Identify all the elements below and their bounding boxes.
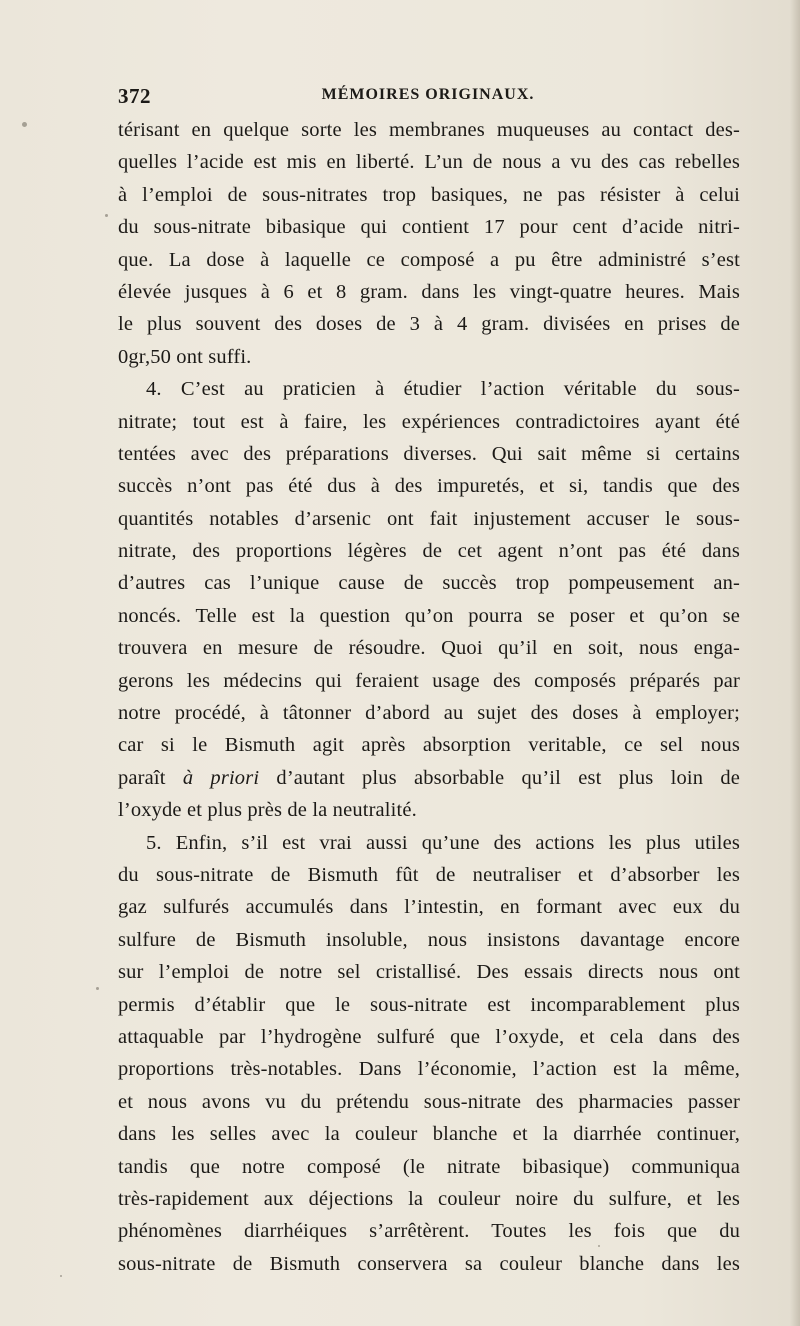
text-line: succès n’ont pas été dus à des impuretés, et si, tandis que des <box>118 475 740 498</box>
text-line: élevée jusques à 6 et 8 gram. dans les vingt-quatre heures. Mais <box>118 280 740 303</box>
paper-speck <box>598 1245 600 1247</box>
body-text <box>118 114 740 1280</box>
italic-phrase: à priori <box>182 766 260 789</box>
text-line: tandis que notre composé (le nitrate bibasique) communiqua <box>118 1155 740 1178</box>
text-line: du sous-nitrate bibasique qui contient 17 pour cent d’acide nitri- <box>118 216 740 239</box>
text-line: que. La dose à laquelle ce composé a pu être administré s’est <box>118 248 740 271</box>
text-line: tentées avec des préparations diverses. Qui sait même si certains <box>118 442 740 465</box>
text-line: térisant en quelque sorte les membranes muqueuses au contact des- <box>118 119 740 141</box>
text-line: attaquable par l’hydrogène sulfuré que l’oxyde, et cela dans des <box>118 1025 740 1048</box>
paragraph-4-start: 4. C’est au praticien à étudier l’action véritable du sous- <box>146 378 740 401</box>
paper-speck <box>22 122 27 127</box>
text-segment: d’autant plus absorbable qu’il est plus loin de <box>276 766 741 789</box>
text-line: nitrate; tout est à faire, les expériences contradictoires ayant été <box>118 410 740 433</box>
text-line: à l’emploi de sous-nitrates trop basiques, ne pas résister à celui <box>118 183 740 206</box>
text-line: notre procédé, à tâtonner d’abord au sujet des doses à employer; <box>118 702 740 725</box>
text-line: gerons les médecins qui feraient usage des composés préparés par <box>118 669 740 692</box>
text-line: 0gr,50 ont suffi. <box>118 345 252 368</box>
text-line: sulfure de Bismuth insoluble, nous insistons davantage encore <box>118 928 740 951</box>
text-line: quantités notables d’arsenic ont fait injustement accuser le sous- <box>118 507 740 530</box>
text-line: car si le Bismuth agit après absorption veritable, ce sel nous <box>118 734 740 757</box>
text-line: phénomènes diarrhéiques s’arrêtèrent. Toutes les fois que du <box>118 1220 740 1243</box>
page-header <box>118 84 740 112</box>
text-line: noncés. Telle est la question qu’on pourra se poser et qu’on se <box>118 604 740 627</box>
paragraph-5-start: 5. Enfin, s’il est vrai aussi qu’une des actions les plus utiles <box>146 831 740 854</box>
text-line: du sous-nitrate de Bismuth fût de neutraliser et d’absorber les <box>118 863 740 886</box>
text-segment: paraît <box>118 766 166 789</box>
text-line: proportions très-notables. Dans l’économie, l’action est la même, <box>118 1058 740 1081</box>
paper-speck <box>105 214 108 217</box>
text-line: le plus souvent des doses de 3 à 4 gram. divisées en prises de <box>118 313 740 336</box>
text-line: gaz sulfurés accumulés dans l’intestin, en formant avec eux du <box>118 896 740 919</box>
text-line: sur l’emploi de notre sel cristallisé. Des essais directs nous ont <box>118 961 740 984</box>
text-line-with-italic <box>118 762 740 794</box>
page-number: 372 <box>118 84 151 108</box>
text-line: sous-nitrate de Bismuth conservera sa couleur blanche dans les <box>118 1252 740 1275</box>
text-line: permis d’établir que le sous-nitrate est incomparablement plus <box>118 993 740 1016</box>
page-edge-shadow <box>790 0 800 1326</box>
running-head: MÉMOIRES ORIGINAUX. <box>321 86 535 103</box>
paper-speck <box>60 1275 62 1277</box>
text-line: nitrate, des proportions légères de cet agent n’ont pas été dans <box>118 540 740 563</box>
text-line: d’autres cas l’unique cause de succès trop pompeusement an- <box>118 572 740 595</box>
text-line: quelles l’acide est mis en liberté. L’un de nous a vu des cas rebelles <box>118 151 740 174</box>
paper-speck <box>96 987 99 990</box>
text-line: trouvera en mesure de résoudre. Quoi qu’il en soit, nous enga- <box>118 637 740 660</box>
text-line: dans les selles avec la couleur blanche et la diarrhée continuer, <box>118 1123 740 1146</box>
text-line: et nous avons vu du prétendu sous-nitrate des pharmacies passer <box>118 1090 740 1113</box>
text-line: très-rapidement aux déjections la couleur noire du sulfure, et les <box>118 1187 740 1210</box>
text-line: l’oxyde et plus près de la neutralité. <box>118 799 417 822</box>
